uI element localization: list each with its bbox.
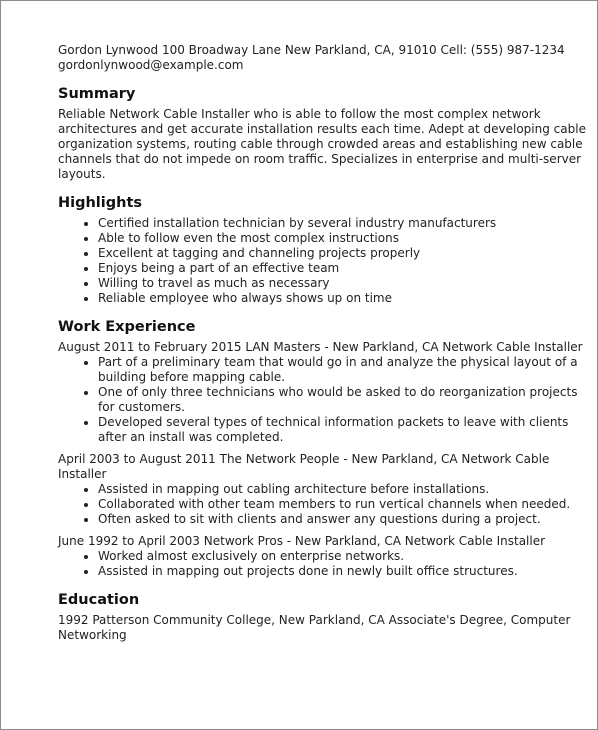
contact-line: Gordon Lynwood 100 Broadway Lane New Parkland, CA, 91010 Cell: (555) 987-1234 xyxy=(58,43,565,57)
job-header: August 2011 to February 2015 LAN Masters - New Parkland, CA Network Cable Installer xyxy=(58,340,583,354)
list-item: One of only three technicians who would be asked to do reorganization projects for customers. xyxy=(98,385,590,415)
job-bullets xyxy=(58,355,590,445)
list-item: Collaborated with other team members to run vertical channels when needed. xyxy=(98,497,590,512)
list-item: Able to follow even the most complex instructions xyxy=(98,231,590,246)
job-header: June 1992 to April 2003 Network Pros - New Parkland, CA Network Cable Installer xyxy=(58,534,546,548)
contact-block xyxy=(58,43,590,73)
education-text: 1992 Patterson Community College, New Parkland, CA Associate's Degree, Computer Networking xyxy=(58,613,571,642)
list-item: Certified installation technician by several industry manufacturers xyxy=(98,216,590,231)
list-item: Enjoys being a part of an effective team xyxy=(98,261,590,276)
highlights-heading: Highlights xyxy=(58,195,143,211)
job-header: April 2003 to August 2011 The Network People - New Parkland, CA Network Cable Installer xyxy=(58,452,550,481)
list-item: Often asked to sit with clients and answer any questions during a project. xyxy=(98,512,590,527)
summary-text: Reliable Network Cable Installer who is able to follow the most complex network architectures and get accurate installation results each time. Adept at developing cable organization systems, routing cable through crowded areas and establishing new cable channels that do not impede on room traffic. Specializes in enterprise and multi-server layouts. xyxy=(58,107,586,181)
list-item: Assisted in mapping out projects done in newly built office structures. xyxy=(98,564,590,579)
resume-content xyxy=(58,43,590,643)
job-bullets xyxy=(58,549,590,579)
job-bullets xyxy=(58,482,590,527)
job-entry xyxy=(58,534,590,579)
list-item: Willing to travel as much as necessary xyxy=(98,276,590,291)
education-heading: Education xyxy=(58,592,140,608)
list-item: Part of a preliminary team that would go in and analyze the physical layout of a building before mapping cable. xyxy=(98,355,590,385)
list-item: Worked almost exclusively on enterprise networks. xyxy=(98,549,590,564)
list-item: Reliable employee who always shows up on time xyxy=(98,291,590,306)
job-entry xyxy=(58,340,590,445)
experience-heading: Work Experience xyxy=(58,319,196,335)
summary-heading: Summary xyxy=(58,86,136,102)
list-item: Developed several types of technical information packets to leave with clients after an install was completed. xyxy=(98,415,590,445)
list-item: Assisted in mapping out cabling architecture before installations. xyxy=(98,482,590,497)
contact-email: gordonlynwood@example.com xyxy=(58,58,244,72)
list-item: Excellent at tagging and channeling projects properly xyxy=(98,246,590,261)
job-entry xyxy=(58,452,590,527)
highlights-list xyxy=(58,216,590,306)
